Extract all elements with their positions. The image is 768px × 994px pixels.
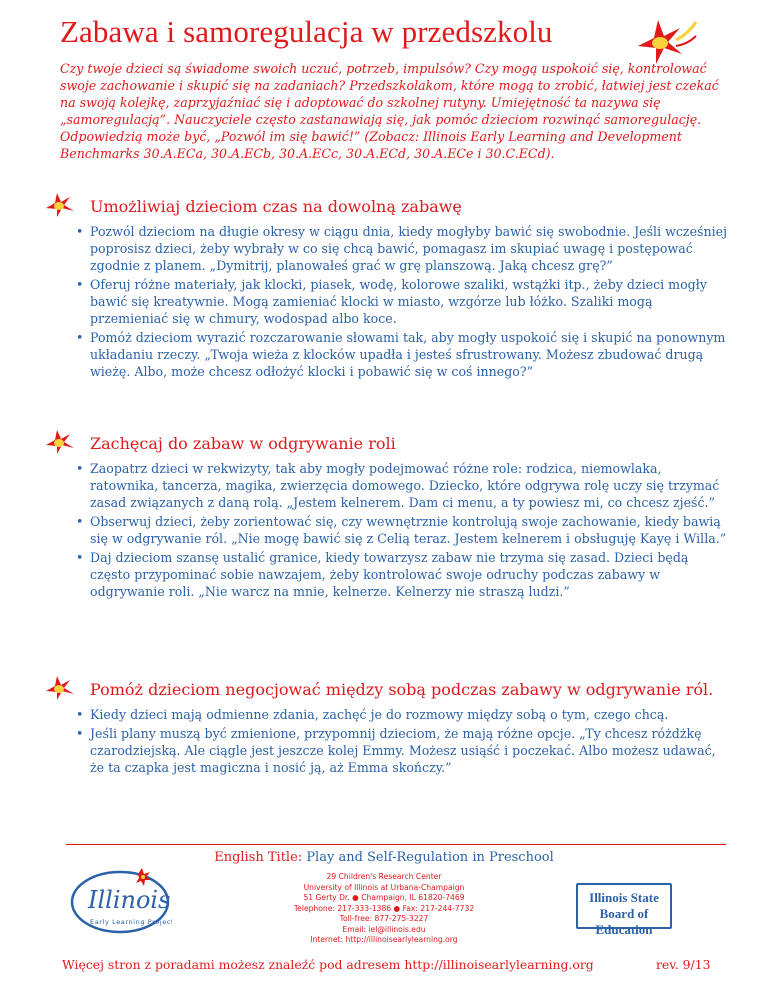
more-pages-note: Więcej stron z poradami możesz znaleźć pod adresem http://illinoisearlylearning.org — [62, 957, 594, 972]
english-title-label: English Title: — [214, 850, 303, 865]
contact-website: Internet: http://illinoisearlylearning.org — [310, 935, 458, 944]
contact-line: 29 Children's Research Center — [326, 872, 442, 881]
logo-word: Illinois — [88, 886, 171, 914]
intro-paragraph: Czy twoje dzieci są świadome swoich uczuć, potrzeb, impulsów? Czy mogą uspokoić się, kontrolować swoje zachowanie i skupić się na zadaniach? Przedszkolakom, które mogą to zrobić, łatwiej jest czekać na swoją kolejkę, zaprzyjaźniać się i adoptować do szkolnej rutyny. Umiejętność ta nazywa się „samoregulacją”. Nauczyciele często zastanawiają się, jak pomóc dzieciom rozwinąć samoregulację. Odpowiedzią może być, „Pozwól im się bawić!” (Zobacz: Illinois Early Learning and Development Benchmarks 30.A.ECa, 30.A.ECb, 30.A.ECc, 30.A.ECd, 30.A.ECe i 30.C.ECd). — [60, 61, 719, 161]
isbe-line: Illinois State — [589, 890, 659, 905]
iel-logo-mark — [68, 864, 172, 936]
star-burst-icon — [44, 429, 78, 455]
contact-line: 51 Gerty Dr. ● Champaign, IL 61820-7469 — [303, 893, 465, 902]
section-heading: Pomóż dzieciom negocjować między sobą podczas zabawy w odgrywanie ról. — [90, 680, 714, 699]
logo-subtitle: Early Learning Project — [90, 918, 172, 926]
list-item: • Jeśli plany muszą być zmienione, przypomnij dzieciom, że mają różne opcje. „Ty chcesz różdżkę czarodziejską. Ale ciągle jest jeszcze kolej Emmy. Możesz usiąść i poczekać. Albo możesz udawać, że ta czapka jest magiczna i nosić ją, aż Emma skończy.” — [90, 725, 728, 776]
english-title — [0, 850, 768, 865]
list-item: • Kiedy dzieci mają odmienne zdania, zachęć je do rozmowy między sobą o tym, czego chcą. — [90, 706, 728, 723]
list-item: • Pomóż dzieciom wyrazić rozczarowanie słowami tak, aby mogły uspokoić się i skupić na ponownym układaniu rzeczy. „Twoja wieża z klocków upadła i jesteś sfrustrowany. Możesz zbudować drugą wieżę. Albo, może chcesz odłożyć klocki i pobawić się w coś innego?” — [90, 329, 728, 380]
english-title-value: Play and Self-Regulation in Preschool — [306, 850, 554, 865]
contact-email: Email: iel@illinois.edu — [342, 924, 426, 934]
section-heading: Umożliwiaj dzieciom czas na dowolną zabawę — [90, 197, 462, 216]
isbe-logo — [576, 883, 672, 937]
iel-logo — [68, 864, 172, 940]
bullet-list — [44, 706, 728, 776]
contact-line: Toll-free: 877-275-3227 — [339, 914, 429, 923]
list-item: • Pozwól dzieciom na długie okresy w ciągu dnia, kiedy mogłyby bawić się swobodnie. Jeśli wcześniej poprosisz dzieci, żeby wybrały w co się chcą bawić, pomagasz im skupiać uwagę i postępować zgodnie z planem. „Dymitrij, planowałeś grać w grę planszową. Jaką chcesz grę?” — [90, 223, 728, 274]
list-item: • Daj dzieciom szansę ustalić granice, kiedy towarzysz zabaw nie trzyma się zasad. Dzieci będą często przypominać sobie nawzajem, żeby kontrolować swoje odruchy podczas zabawy w odgrywanie roli. „Nie warcz na mnie, kelnerze. Kelnerzy nie straszą ludzi.” — [90, 549, 728, 600]
list-item: • Obserwuj dzieci, żeby zorientować się, czy wewnętrznie kontrolują swoje zachowanie, kiedy bawią się w odgrywanie ról. „Nie mogę bawić się z Celią teraz. Jestem kelnerem i obsługuję Kayę i Willa.” — [90, 513, 728, 547]
section-heading: Zachęcaj do zabaw w odgrywanie roli — [90, 434, 396, 453]
bullet-list — [44, 460, 728, 600]
list-item: • Oferuj różne materiały, jak klocki, piasek, wodę, kolorowe szaliki, wstążki itp., żeby dzieci mogły bawić się kreatywnie. Mogą zamieniać klocki w miasto, wzgórze lub łóżko. Szaliki mogą przemieniać się w chmury, wodospad albo koce. — [90, 276, 728, 327]
section-negotiation — [44, 679, 728, 778]
star-burst-icon — [44, 675, 78, 701]
footer-divider — [66, 844, 726, 845]
page-title: Zabawa i samoregulacja w przedszkolu — [60, 14, 553, 49]
star-burst-icon — [632, 16, 698, 66]
revision-label: rev. 9/13 — [656, 957, 711, 972]
contact-line: Telephone: 217-333-1386 ● Fax: 217-244-7732 — [293, 903, 475, 913]
list-item: • Zaopatrz dzieci w rekwizyty, tak aby mogły podejmować różne role: rodzica, niemowlaka, ratownika, tancerza, magika, zwierzęcia domowego. Dziecko, które odgrywa rolę uczy się trzymać zasad związanych z daną rolą. „Jestem kelnerem. Dam ci menu, a ty powiesz mi, co chcesz zjeść.” — [90, 460, 728, 511]
contact-block — [264, 872, 504, 946]
bullet-list — [44, 223, 728, 380]
contact-line: University of Illinois at Urbana-Champaign — [303, 882, 465, 892]
isbe-line: Board of Education — [595, 906, 653, 937]
star-burst-icon — [44, 192, 78, 218]
section-role-play — [44, 433, 728, 602]
section-free-play — [44, 196, 728, 382]
